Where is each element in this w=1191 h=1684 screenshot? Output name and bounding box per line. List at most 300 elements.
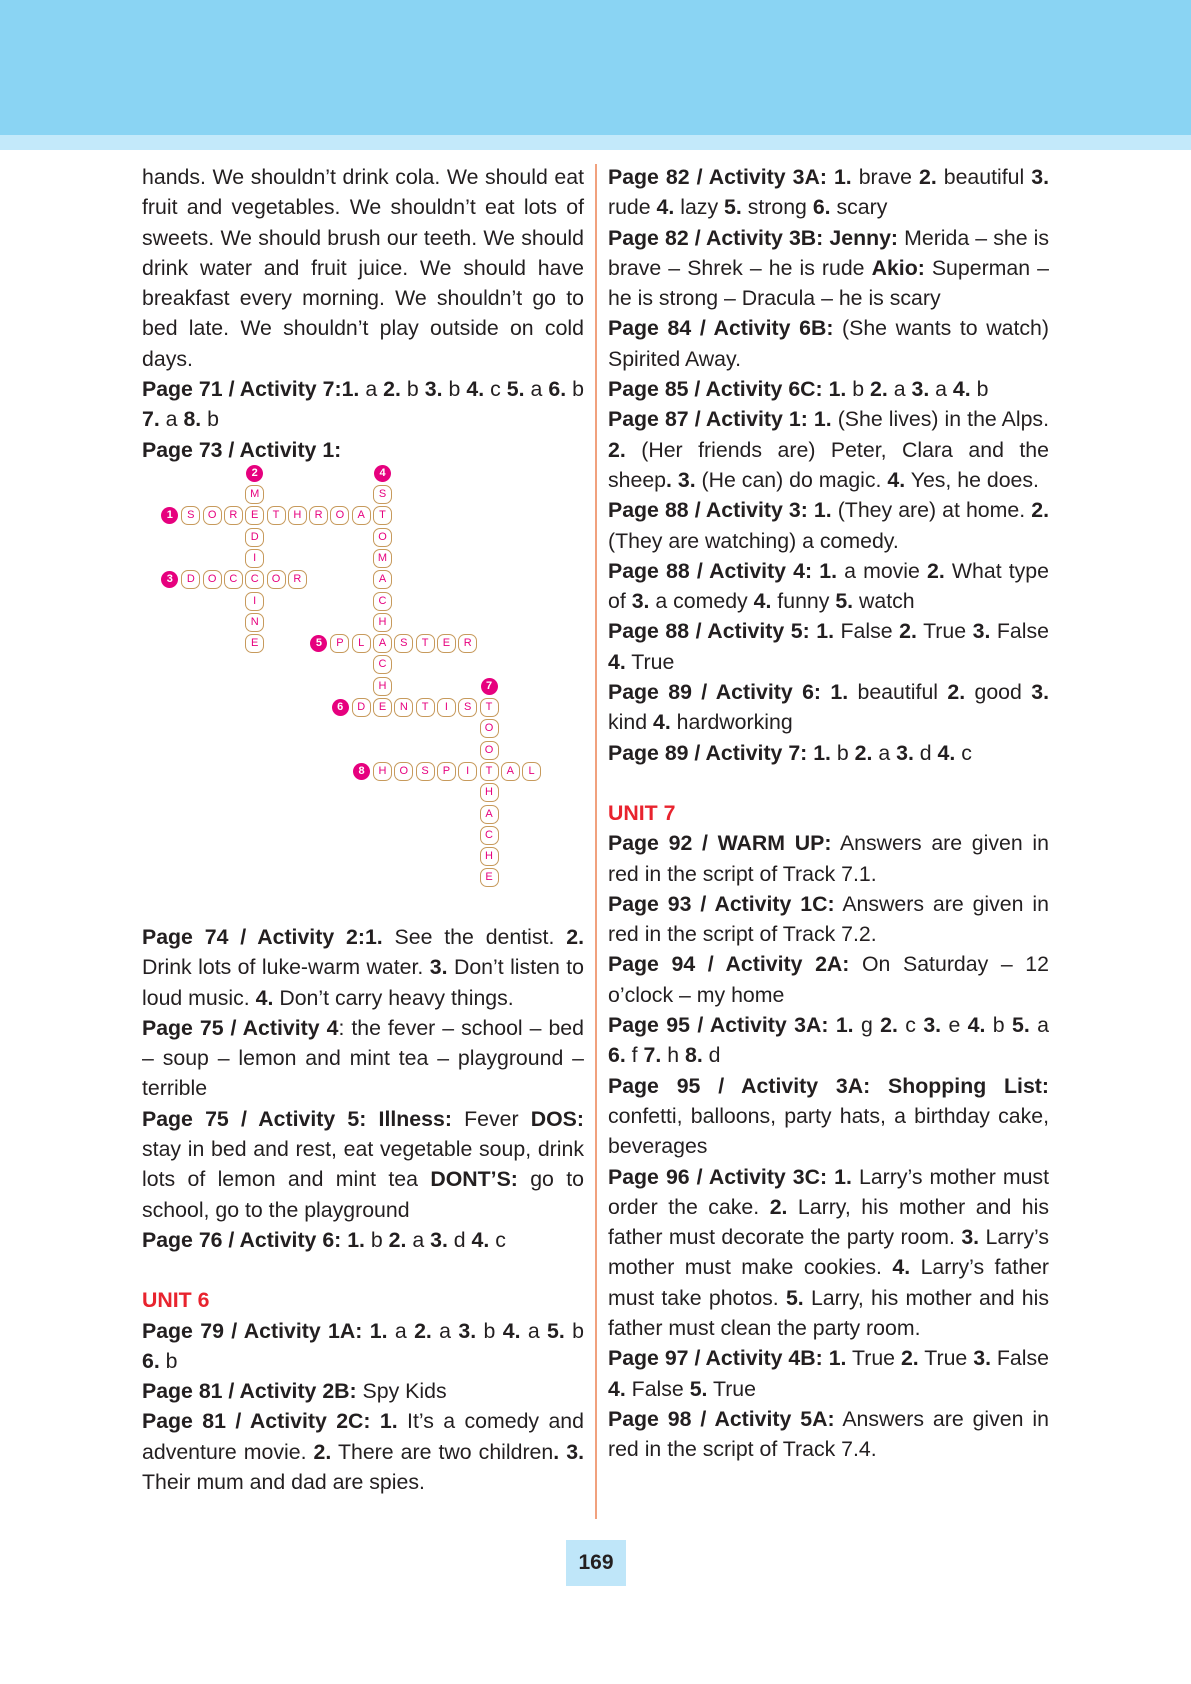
answer-fragment: DONT’S: [430, 1167, 518, 1192]
crossword-cell: S [458, 698, 477, 717]
crossword-cell: T [416, 634, 435, 653]
answer-fragment: Drink lots of luke-warm water. [142, 955, 430, 980]
page-number: 169 [566, 1540, 626, 1586]
crossword-cell: O [330, 506, 349, 525]
answer-fragment: 2. [880, 1013, 898, 1038]
crossword-cell: T [416, 698, 435, 717]
answer-fragment: 2. [566, 924, 584, 949]
answer-p96 [608, 1162, 1049, 1344]
crossword-cell: D [181, 570, 200, 589]
answer-fragment: 4. [753, 589, 772, 614]
answer-fragment: 2. [608, 437, 626, 462]
answer-fragment: 3. [1031, 165, 1050, 189]
answer-fragment: Fever [451, 1106, 531, 1131]
answer-fragment: (They are watching) a comedy. [608, 528, 899, 553]
answer-heading: Page 84 / Activity 6B: [608, 316, 834, 341]
answer-fragment: 2. [769, 1194, 788, 1219]
crossword-cell: E [245, 634, 264, 653]
answer-fragment: a movie [836, 558, 928, 583]
crossword-cell: S [181, 506, 200, 525]
answer-fragment: 7. [643, 1043, 662, 1068]
answer-fragment: 3. [896, 740, 914, 765]
answer-fragment: a [387, 1318, 415, 1343]
crossword-number-3: 3 [161, 571, 178, 588]
answer-fragment: stay in bed and rest, eat vegetable soup, drink lots of lemon and mint tea [142, 1137, 584, 1192]
answer-fragment: 4. [608, 1376, 626, 1401]
answer-fragment: 2. [1031, 498, 1049, 523]
answer-fragment: a [431, 1318, 459, 1343]
answer-p81-2c [142, 1406, 584, 1497]
answer-fragment: Larry’s mother must order the cake. [608, 1164, 1050, 1219]
answer-heading: Page 88 / Activity 5: [608, 619, 810, 644]
crossword-cell: N [245, 613, 264, 632]
answer-fragment: On Saturday – 12 o’clock – my home [608, 952, 1049, 1007]
answer-fragment: (They are) at home. [831, 498, 1032, 523]
answer-fragment: 1. [813, 740, 831, 765]
answer-fragment: 2. [899, 619, 917, 644]
answer-fragment: 4. [466, 377, 485, 402]
answer-fragment: 2. [947, 680, 966, 705]
answer-heading: Page 98 / Activity 5A: [608, 1406, 835, 1431]
answer-fragment: 3. [429, 955, 448, 980]
answer-fragment: Their mum and dad are spies. [142, 1470, 425, 1495]
answer-fragment: False [834, 619, 900, 644]
answer-heading: Page 73 / Activity 1: [142, 437, 342, 462]
answer-heading: Page 82 / Activity 3B: [608, 225, 824, 250]
answer-p71 [142, 374, 584, 435]
answer-fragment: 2. [927, 558, 945, 583]
answer-fragment: 1. [833, 165, 852, 189]
answer-p93 [608, 889, 1049, 950]
answer-fragment: c [489, 1227, 506, 1252]
unit-7-heading: UNIT 7 [608, 800, 676, 825]
answer-fragment: f [625, 1043, 644, 1068]
answer-fragment: 5. [506, 377, 525, 402]
answer-fragment: : the fever – school – bed – soup – lemon and mint tea – playground – terrible [142, 1015, 584, 1101]
answer-p75-activity5 [142, 1104, 584, 1225]
answer-fragment [827, 165, 834, 189]
answer-p74 [142, 922, 584, 1013]
answer-heading: Page 97 / Activity 4B: [608, 1346, 823, 1371]
answer-p89-6 [608, 677, 1049, 738]
answer-p89-7 [608, 738, 1049, 768]
answer-fragment: 3. [972, 619, 991, 644]
answer-fragment: False [625, 1376, 690, 1401]
crossword-cell: C [224, 570, 243, 589]
answer-fragment: c [955, 740, 972, 765]
answer-p84 [608, 313, 1049, 374]
answer-fragment: 5. [724, 195, 742, 220]
answer-fragment: 2. [383, 377, 401, 402]
answer-fragment: 3. [961, 1225, 980, 1250]
crossword-cell: H [373, 677, 392, 696]
answer-fragment: b [201, 407, 219, 432]
crossword-cell: T [267, 506, 286, 525]
crossword-cell: M [245, 485, 264, 504]
answer-fragment: 4. [656, 195, 675, 220]
answer-fragment: 1. [341, 377, 360, 402]
answer-fragment [821, 680, 830, 704]
answer-fragment: It’s a comedy and adventure movie. [142, 1409, 584, 1464]
crossword-cell: C [245, 570, 264, 589]
answer-fragment: Jenny: [829, 225, 899, 250]
answer-fragment: b [846, 377, 871, 402]
answer-fragment: 2. [918, 165, 937, 189]
answer-fragment: True [916, 619, 973, 644]
answer-fragment: a [524, 377, 549, 402]
answer-fragment: beautiful [936, 165, 1032, 189]
answer-fragment: 6. [142, 1348, 160, 1373]
crossword-number-2: 2 [246, 465, 263, 482]
answer-fragment: hardworking [670, 710, 793, 735]
answer-fragment: DOS: [530, 1106, 584, 1131]
answer-fragment: False [990, 619, 1049, 644]
answer-p87 [608, 404, 1049, 495]
answer-fragment: confetti, balloons, party hats, a birthday cake, beverages [608, 1103, 1049, 1159]
answer-fragment: b [985, 1013, 1012, 1038]
crossword-cell: S [394, 634, 413, 653]
answer-fragment: Superman – he is strong – Dracula – he is scary [608, 255, 1049, 311]
answer-fragment: strong [741, 195, 813, 220]
answer-fragment: 2. [388, 1227, 407, 1252]
answer-heading: Page 87 / Activity 1: [608, 407, 808, 432]
answer-fragment: 4. [608, 649, 626, 674]
answer-heading: Page 75 / Activity 5: [142, 1106, 367, 1131]
answer-fragment: 2. [870, 377, 888, 402]
answer-fragment: watch [853, 589, 915, 614]
crossword-cell: H [288, 506, 307, 525]
answer-heading: Page 82 / Activity 3A: [608, 165, 827, 189]
crossword-cell: T [480, 698, 499, 717]
answer-p75-activity4 [142, 1013, 584, 1104]
answer-fragment: 2. [854, 740, 873, 765]
answer-fragment: Merida – she is brave – Shrek – he is rude [608, 225, 1050, 280]
crossword-cell: R [224, 506, 243, 525]
answer-fragment: b [442, 377, 467, 402]
answer-heading: Page 96 / Activity 3C: [608, 1164, 828, 1189]
answer-heading: Page 88 / Activity 3: [608, 498, 808, 523]
answer-fragment: Larry, his mother and his father must clean the party room. [608, 1285, 1049, 1340]
answer-heading: Page 92 / WARM UP: [608, 831, 832, 856]
answer-p88-3 [608, 495, 1049, 556]
answer-fragment: g [853, 1013, 881, 1038]
answer-fragment: True [918, 1346, 974, 1371]
crossword-cell: A [480, 805, 499, 824]
crossword-cell: O [480, 719, 499, 738]
answer-fragment: 4. [255, 985, 274, 1010]
answer-fragment: Yes, he does. [905, 467, 1039, 492]
crossword-cell: H [373, 613, 392, 632]
answer-fragment: 1. [830, 680, 849, 705]
crossword-cell: I [245, 549, 264, 568]
answer-fragment: 4. [471, 1227, 490, 1252]
answer-p82-3b [608, 223, 1049, 314]
answer-fragment: 5. [547, 1318, 565, 1343]
crossword-number-6: 6 [332, 699, 349, 716]
answer-fragment: 1. [364, 924, 383, 949]
answer-p92 [608, 828, 1049, 889]
crossword-cell: E [373, 698, 392, 717]
answer-fragment: True [625, 649, 675, 674]
answer-fragment: 4. [967, 1013, 986, 1038]
answer-fragment: 1. [819, 558, 837, 583]
answer-heading: Page 81 / Activity 2B: [142, 1379, 357, 1404]
crossword-cell: R [458, 634, 477, 653]
crossword-cell: N [394, 698, 413, 717]
answer-p94 [608, 949, 1049, 1010]
crossword-cell: I [437, 698, 456, 717]
answer-fragment [371, 1409, 380, 1433]
answer-fragment: 2. [900, 1346, 919, 1371]
answer-fragment: 4. [502, 1318, 521, 1343]
crossword-number-8: 8 [353, 763, 370, 780]
crossword-cell: C [373, 592, 392, 611]
crossword-number-5: 5 [310, 635, 327, 652]
answer-fragment: 1. [816, 619, 835, 644]
answer-fragment: Don’t listen to loud music. [142, 955, 584, 1010]
answer-p73 [142, 435, 584, 465]
answer-fragment: 5. [785, 1285, 804, 1310]
answer-fragment: b [564, 1318, 585, 1343]
answer-fragment: b [364, 1227, 389, 1252]
answer-p81-2b [142, 1376, 584, 1406]
answer-fragment: 2. [414, 1318, 432, 1343]
answer-fragment: Answers are given in red in the script of Track 7.1. [608, 831, 1049, 886]
answer-heading: Page 95 / Activity 3A: Shopping List: [608, 1073, 1049, 1098]
answer-p85 [608, 374, 1049, 404]
crossword-number-1: 1 [161, 507, 178, 524]
answer-fragment: (Her friends are) Peter, Clara and the sheep [608, 437, 1049, 492]
answer-fragment: brave [851, 165, 919, 189]
answer-fragment: 1. [828, 1346, 847, 1371]
crossword-cell: I [245, 592, 264, 611]
answer-p76 [142, 1225, 584, 1255]
answer-heading: Page 94 / Activity 2A: [608, 952, 850, 977]
answer-fragment: a [520, 1318, 548, 1343]
answer-heading: Page 76 / Activity 6: [142, 1227, 342, 1252]
answer-fragment: d [913, 740, 938, 765]
answer-p95-3a [608, 1010, 1049, 1071]
answer-fragment: Illness: [378, 1106, 452, 1131]
crossword-cell: S [416, 762, 435, 781]
answer-fragment: 6. [608, 1043, 626, 1068]
crossword-cell: H [373, 762, 392, 781]
crossword-cell: E [437, 634, 456, 653]
crossword-number-7: 7 [481, 678, 498, 695]
unit-6-heading: UNIT 6 [142, 1288, 210, 1313]
answer-p88-4 [608, 556, 1049, 617]
answer-fragment: kind [608, 710, 653, 735]
answer-fragment: Larry’s father must take photos. [608, 1255, 1050, 1310]
answer-fragment: lazy [674, 195, 725, 220]
answer-fragment: 1. [813, 407, 832, 432]
answer-fragment: (He can) do magic. [695, 467, 888, 492]
crossword-cell: A [373, 634, 392, 653]
crossword-cell: E [245, 506, 264, 525]
answer-fragment: scary [830, 195, 888, 220]
crossword-cell: A [501, 762, 520, 781]
answer-fragment [362, 1319, 369, 1343]
crossword-cell: C [373, 655, 392, 674]
crossword-cell: P [330, 634, 349, 653]
answer-fragment: 6. [548, 377, 567, 402]
answer-heading: Page 89 / Activity 7: [608, 740, 808, 765]
crossword-number-4: 4 [374, 465, 391, 482]
crossword-cell: T [480, 762, 499, 781]
answer-fragment: b [566, 377, 585, 402]
crossword-cell: L [522, 762, 541, 781]
answer-fragment: Larry’s mother must make cookies. [608, 1225, 1049, 1280]
answer-fragment: 1. [347, 1227, 365, 1252]
header-strip [0, 135, 1191, 150]
intro-paragraph: hands. We shouldn’t drink cola. We should eat fruit and vegetables. We shouldn’t eat lots of sweets. We should brush our teeth. We should drink water and fruit juice. We should have breakfast every morning. We shouldn’t go to bed late. We shouldn’t play outside on cold days. [142, 165, 584, 371]
crossword-cell: R [309, 506, 328, 525]
answer-fragment: 3. [923, 1013, 942, 1038]
answer-fragment: 4. [887, 467, 906, 492]
answer-fragment: 3. [430, 1227, 448, 1252]
answer-fragment: Answers are given in red in the script of Track 7.2. [608, 891, 1049, 947]
answer-fragment: 1. [835, 1013, 854, 1038]
crossword-cell: C [480, 826, 499, 845]
crossword-cell: E [480, 868, 499, 887]
crossword-cell: M [373, 549, 392, 568]
answer-fragment: a [159, 407, 184, 432]
answer-fragment [828, 1013, 835, 1037]
answer-fragment: 1. [379, 1409, 398, 1434]
answer-fragment: 5. [1012, 1013, 1030, 1038]
header-band [0, 0, 1191, 135]
answer-fragment: . [666, 467, 672, 492]
crossword-cell: O [203, 570, 222, 589]
answer-heading: Page 81 / Activity 2C: [142, 1409, 371, 1434]
answer-fragment: 4. [937, 740, 956, 765]
answer-fragment: a [1029, 1013, 1049, 1038]
answer-fragment: Answers are given in red in the script of Track 7.4. [608, 1406, 1049, 1462]
answer-fragment: 7. [142, 407, 160, 432]
answer-fragment: 3. [458, 1318, 477, 1343]
crossword-cell: O [267, 570, 286, 589]
answer-p82-3a [608, 162, 1049, 223]
answer-fragment: What type of [608, 558, 1049, 614]
answer-fragment: b [970, 377, 989, 402]
answer-p88-5 [608, 616, 1049, 677]
answer-fragment: True [707, 1376, 756, 1401]
crossword-cell: P [437, 762, 456, 781]
answer-fragment: Spy Kids [356, 1379, 447, 1404]
crossword-cell: D [245, 528, 264, 547]
crossword-cell: I [458, 762, 477, 781]
answer-fragment: b [476, 1318, 503, 1343]
answer-fragment: Akio: [871, 255, 925, 280]
answer-heading: Page 85 / Activity 6C: [608, 377, 823, 402]
answer-fragment: 6. [812, 195, 831, 220]
answer-fragment: a [887, 377, 912, 402]
answer-fragment: 4. [952, 377, 971, 402]
answer-fragment: b [159, 1348, 178, 1373]
crossword-cell: H [480, 847, 499, 866]
answer-heading: Page 75 / Activity 4 [142, 1015, 339, 1040]
answer-fragment: c [484, 377, 507, 402]
answer-fragment: 3. [424, 377, 443, 402]
crossword-cell: T [373, 506, 392, 525]
crossword-cell: O [373, 528, 392, 547]
answer-fragment: 5. [689, 1376, 708, 1401]
answer-fragment: True [846, 1346, 901, 1371]
answer-fragment: e [941, 1013, 968, 1038]
answer-fragment: 1. [369, 1318, 388, 1343]
answer-fragment: funny [771, 589, 836, 614]
answer-fragment: 2. [313, 1439, 332, 1464]
answer-fragment: 1. [828, 377, 847, 402]
answer-fragment: 3. [631, 589, 650, 614]
answer-fragment: c [897, 1013, 924, 1038]
answer-fragment: a [872, 740, 897, 765]
answer-fragment [366, 1107, 378, 1131]
answer-fragment: 1. [834, 1164, 852, 1189]
crossword-cell: O [394, 762, 413, 781]
answer-fragment: (She wants to watch) Spirited Away. [608, 316, 1049, 371]
answer-fragment: 3. [911, 377, 930, 402]
right-column [608, 162, 1049, 1464]
answer-p95-shopping [608, 1071, 1049, 1162]
answer-heading: Page 88 / Activity 4: [608, 558, 813, 583]
answer-p97 [608, 1343, 1049, 1404]
answer-fragment: a [929, 377, 953, 402]
answer-fragment: rude [608, 195, 657, 220]
answer-fragment: False [990, 1346, 1050, 1371]
answer-fragment: a comedy [649, 589, 754, 614]
answer-heading: Page 79 / Activity 1A: [142, 1318, 363, 1343]
answer-heading: Page 71 / Activity 7: [142, 377, 342, 402]
answer-fragment: 3. [973, 1346, 991, 1371]
crossword-grid [140, 467, 560, 935]
crossword-cell: A [352, 506, 371, 525]
crossword-cell: O [480, 741, 499, 760]
crossword-cell: L [352, 634, 371, 653]
answer-fragment: 3. [566, 1439, 584, 1464]
answer-fragment: . [553, 1439, 560, 1464]
answer-fragment: 8. [684, 1043, 703, 1068]
answer-fragment: 4. [892, 1255, 911, 1280]
crossword-cell: A [373, 570, 392, 589]
answer-fragment: 3. [677, 467, 696, 492]
answer-fragment: beautiful [848, 680, 948, 705]
answer-heading: Page 74 / Activity 2: [142, 924, 365, 949]
answer-fragment: Don’t carry heavy things. [273, 985, 514, 1010]
crossword-cell: O [203, 506, 222, 525]
answer-fragment: There are two children [331, 1439, 554, 1464]
answer-fragment: a [406, 1227, 431, 1252]
answer-heading: Page 95 / Activity 3A: [608, 1013, 829, 1038]
answer-fragment: go to school, go to the playground [142, 1167, 584, 1222]
answer-fragment: 4. [653, 710, 671, 735]
answer-fragment: b [400, 377, 425, 402]
answer-fragment: 1. [813, 498, 832, 523]
column-divider [595, 164, 597, 1519]
answer-heading: Page 89 / Activity 6: [608, 680, 822, 705]
answer-fragment: a [359, 377, 384, 402]
answer-fragment: d [702, 1043, 721, 1068]
answer-fragment: Larry, his mother and his father must decorate the party room. [608, 1194, 1049, 1250]
answer-fragment: See the dentist. [382, 924, 567, 949]
crossword-cell: R [288, 570, 307, 589]
answer-p98 [608, 1404, 1049, 1465]
answer-fragment: (She lives) in the Alps. [831, 407, 1049, 432]
crossword-cell: D [352, 698, 371, 717]
answer-fragment: 8. [183, 407, 202, 432]
answer-fragment: b [830, 740, 855, 765]
answer-p79 [142, 1316, 584, 1377]
